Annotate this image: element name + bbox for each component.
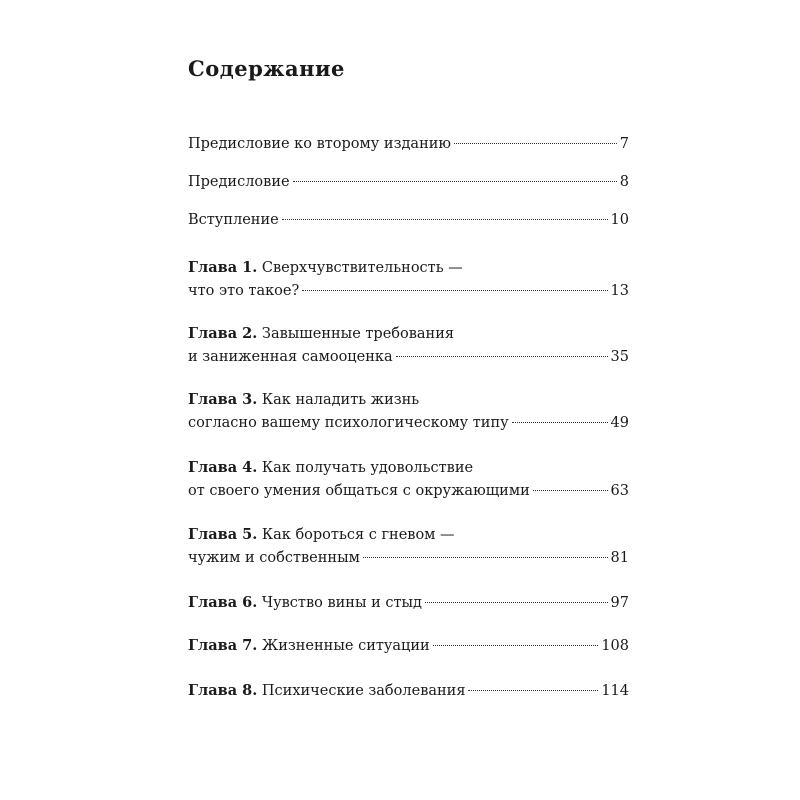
dot-leader bbox=[533, 490, 608, 491]
toc-page-number: 8 bbox=[619, 174, 629, 190]
chapter-label: Глава 8. bbox=[188, 682, 258, 699]
toc-entry-chapter-2 bbox=[188, 322, 629, 369]
toc-entry-heading bbox=[188, 634, 430, 658]
toc-entry-chapter-7 bbox=[188, 634, 629, 658]
toc-entry-chapter-5 bbox=[188, 523, 629, 570]
toc-entry-title-line1: Сверхчувствительность — bbox=[261, 260, 463, 276]
toc-entry-chapter-6 bbox=[188, 591, 629, 615]
page-title: Содержание bbox=[188, 56, 345, 81]
toc-entry-title-line1: Как получать удовольствие bbox=[261, 460, 474, 476]
toc-entry-chapter-8 bbox=[188, 679, 629, 703]
dot-leader bbox=[396, 356, 608, 357]
toc-page-number: 108 bbox=[601, 638, 629, 654]
chapter-label: Глава 3. bbox=[188, 391, 258, 408]
chapter-label: Глава 4. bbox=[188, 459, 258, 476]
toc-entry-title-line1: Завышенные требования bbox=[261, 326, 455, 342]
chapter-label: Глава 7. bbox=[188, 637, 258, 654]
dot-leader bbox=[282, 219, 608, 220]
toc-page-number: 81 bbox=[610, 550, 629, 566]
toc-entry-chapter-4 bbox=[188, 456, 629, 503]
toc-entry-title: Психические заболевания bbox=[261, 683, 466, 699]
toc-entry-chapter-3 bbox=[188, 388, 629, 435]
toc-entry-heading bbox=[188, 591, 422, 615]
toc-entry-heading bbox=[188, 679, 465, 703]
chapter-label: Глава 2. bbox=[188, 325, 258, 342]
toc-page-number: 63 bbox=[610, 483, 629, 499]
toc-entry-title-line2: и заниженная самооценка bbox=[188, 349, 393, 365]
toc-entry-title: Предисловие bbox=[188, 174, 290, 190]
toc-page-number: 13 bbox=[610, 283, 629, 299]
toc-entry-title: Предисловие ко второму изданию bbox=[188, 136, 452, 152]
toc-entry-title-line1: Как наладить жизнь bbox=[261, 392, 420, 408]
dot-leader bbox=[425, 602, 608, 603]
dot-leader bbox=[293, 181, 617, 182]
toc-entry-title-line1: Как бороться с гневом — bbox=[261, 527, 455, 543]
dot-leader bbox=[363, 557, 608, 558]
toc-entry-title: Жизненные ситуации bbox=[261, 638, 430, 654]
toc-page-number: 49 bbox=[610, 415, 629, 431]
toc-page-number: 10 bbox=[610, 212, 629, 228]
toc-entry-title-line2: от своего умения общаться с окружающими bbox=[188, 483, 530, 499]
toc-entry-introduction bbox=[188, 209, 629, 232]
dot-leader bbox=[512, 422, 608, 423]
dot-leader bbox=[468, 690, 598, 691]
chapter-label: Глава 5. bbox=[188, 526, 258, 543]
dot-leader bbox=[302, 290, 607, 291]
toc-entry-title: Вступление bbox=[188, 212, 279, 228]
dot-leader bbox=[433, 645, 599, 646]
toc-entry-preface-second-edition bbox=[188, 133, 629, 156]
toc-entry-preface bbox=[188, 171, 629, 194]
toc-page-number: 97 bbox=[610, 595, 629, 611]
toc-entry-title-line2: согласно вашему психологическому типу bbox=[188, 415, 509, 431]
chapter-label: Глава 1. bbox=[188, 259, 258, 276]
dot-leader bbox=[454, 143, 617, 144]
chapter-label: Глава 6. bbox=[188, 594, 258, 611]
toc-entry-chapter-1 bbox=[188, 256, 629, 303]
toc-page-number: 35 bbox=[610, 349, 629, 365]
toc-entry-title-line2: чужим и собственным bbox=[188, 550, 360, 566]
toc-entry-title-line2: что это такое? bbox=[188, 283, 300, 299]
toc-page-number: 114 bbox=[601, 683, 629, 699]
toc-entry-title: Чувство вины и стыд bbox=[261, 595, 422, 611]
toc-page-number: 7 bbox=[619, 136, 629, 152]
